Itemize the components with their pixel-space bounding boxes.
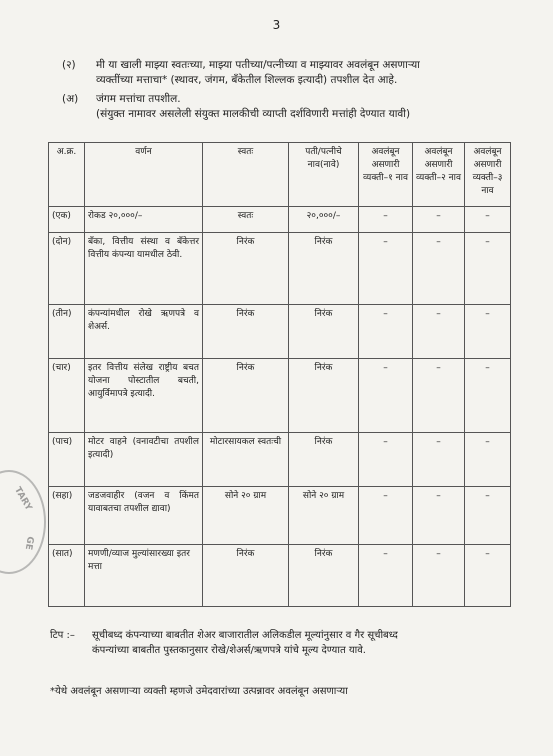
cell-description: रोकड २०,०००/– (85, 207, 203, 233)
cell-dependent-3: – (465, 545, 511, 607)
note-label: टिप :– (50, 630, 75, 641)
cell-dependent-1: – (359, 433, 413, 487)
section-2-line-2: व्यक्तींच्या मत्ताचा* (स्थावर, जंगम, बँकेतील शिल्लक इत्यादी) तपशील देत आहे. (96, 74, 398, 86)
header-dependent-3: अवलंबून असणारी व्यक्ती–३ नाव (465, 143, 511, 207)
cell-self: निरंक (203, 359, 289, 433)
cell-spouse: निरंक (289, 233, 359, 305)
cell-dependent-3: – (465, 433, 511, 487)
cell-self: सोने २० ग्राम (203, 487, 289, 545)
table-row (49, 305, 511, 359)
cell-serial: (सहा) (49, 487, 85, 545)
cell-dependent-1: – (359, 359, 413, 433)
cell-description: इतर वित्तीय संलेख राष्ट्रीय बचत योजना पोस्टातील बचती, आयुर्विमापत्रे इत्यादी. (85, 359, 203, 433)
cell-spouse: निरंक (289, 305, 359, 359)
cell-dependent-1: – (359, 487, 413, 545)
section-a-line-1: जंगम मत्तांचा तपशील. (96, 93, 181, 105)
cell-spouse: निरंक (289, 545, 359, 607)
cell-dependent-2: – (413, 487, 465, 545)
section-a-line-2: (संयुक्त नामावर असलेली संयुक्त मालकीची व्याप्ती दर्शविणारी मत्तांही देण्यात यावी) (96, 108, 411, 120)
cell-self: निरंक (203, 233, 289, 305)
table-row (49, 545, 511, 607)
cell-description: मोटर वाहने (वनावटीचा तपशील इत्यादी) (85, 433, 203, 487)
note-line-1: सूचीबध्द कंपन्याच्या बाबतीत शेअर बाजारातील अलिकडील मूल्यांनुसार व गैर सूचीबध्द (92, 630, 398, 641)
footnote: *येथे अवलंबून असणाऱ्या व्यक्ती म्हणजे उमेदवारांच्या उत्पन्नावर अवलंबून असणाऱ्या (50, 686, 348, 697)
stamp-text-top: TARY (12, 485, 34, 513)
cell-description: मणणी/व्याज मुल्यांसारख्या इतर मत्ता (85, 545, 203, 607)
cell-dependent-2: – (413, 233, 465, 305)
cell-spouse: निरंक (289, 359, 359, 433)
cell-dependent-1: – (359, 305, 413, 359)
cell-description: बँका, वित्तीय संस्था व बँकेत्तर वित्तीय कंपन्या यामधील ठेवी. (85, 233, 203, 305)
page-number: 3 (272, 18, 281, 32)
cell-dependent-3: – (465, 487, 511, 545)
cell-spouse: निरंक (289, 433, 359, 487)
stamp-text-bottom: GE (22, 535, 35, 551)
cell-dependent-1: – (359, 233, 413, 305)
cell-dependent-2: – (413, 545, 465, 607)
header-serial: अ.क्र. (49, 143, 85, 207)
table-row (49, 487, 511, 545)
cell-dependent-2: – (413, 207, 465, 233)
movable-assets-table (48, 142, 511, 607)
cell-dependent-3: – (465, 359, 511, 433)
section-2-line-1: मी या खाली माझ्या स्वतःच्या, माझ्या पतीच्या/पत्नीच्या व माझ्यावर अवलंबून असणाऱ्या (96, 59, 420, 71)
note-line-2: कंपन्यांच्या बाबतीत पुस्तकानुसार रोखे/शेअर्स/ऋणपत्रे यांचे मूल्य देण्यात यावे. (92, 645, 366, 656)
section-2-text (96, 58, 526, 88)
cell-dependent-3: – (465, 233, 511, 305)
cell-spouse: २०,०००/– (289, 207, 359, 233)
cell-description: कंपन्यांमधील रोखे ऋणपत्रे व शेअर्स. (85, 305, 203, 359)
table-row (49, 359, 511, 433)
table-header-row (49, 143, 511, 207)
section-2-marker: (२) (62, 59, 76, 71)
cell-serial: (पाच) (49, 433, 85, 487)
section-a-text (96, 92, 526, 122)
cell-serial: (तीन) (49, 305, 85, 359)
header-dependent-2: अवलंबून असणारी व्यक्ती–२ नाव (413, 143, 465, 207)
cell-serial: (चार) (49, 359, 85, 433)
cell-description: जडजवाहीर (वजन व किंमत यावाबतचा तपशील द्यावा) (85, 487, 203, 545)
table-row (49, 233, 511, 305)
cell-dependent-1: – (359, 545, 413, 607)
cell-serial: (सात) (49, 545, 85, 607)
table-row (49, 433, 511, 487)
cell-dependent-1: – (359, 207, 413, 233)
office-stamp (0, 470, 46, 574)
cell-dependent-2: – (413, 433, 465, 487)
cell-dependent-3: – (465, 207, 511, 233)
header-spouse: पती/पत्नीचे नाव(नावे) (289, 143, 359, 207)
cell-spouse: सोने २० ग्राम (289, 487, 359, 545)
cell-dependent-2: – (413, 305, 465, 359)
section-a-marker: (अ) (62, 93, 79, 105)
cell-self: निरंक (203, 305, 289, 359)
cell-serial: (दोन) (49, 233, 85, 305)
cell-self: मोटारसायकल स्वतःची (203, 433, 289, 487)
cell-serial: (एक) (49, 207, 85, 233)
cell-self: स्वतः (203, 207, 289, 233)
note-text (92, 628, 512, 658)
cell-dependent-3: – (465, 305, 511, 359)
table-row (49, 207, 511, 233)
header-dependent-1: अवलंबून असणारी व्यक्ती–१ नाव (359, 143, 413, 207)
cell-dependent-2: – (413, 359, 465, 433)
cell-self: निरंक (203, 545, 289, 607)
header-self: स्वतः (203, 143, 289, 207)
header-description: वर्णन (85, 143, 203, 207)
